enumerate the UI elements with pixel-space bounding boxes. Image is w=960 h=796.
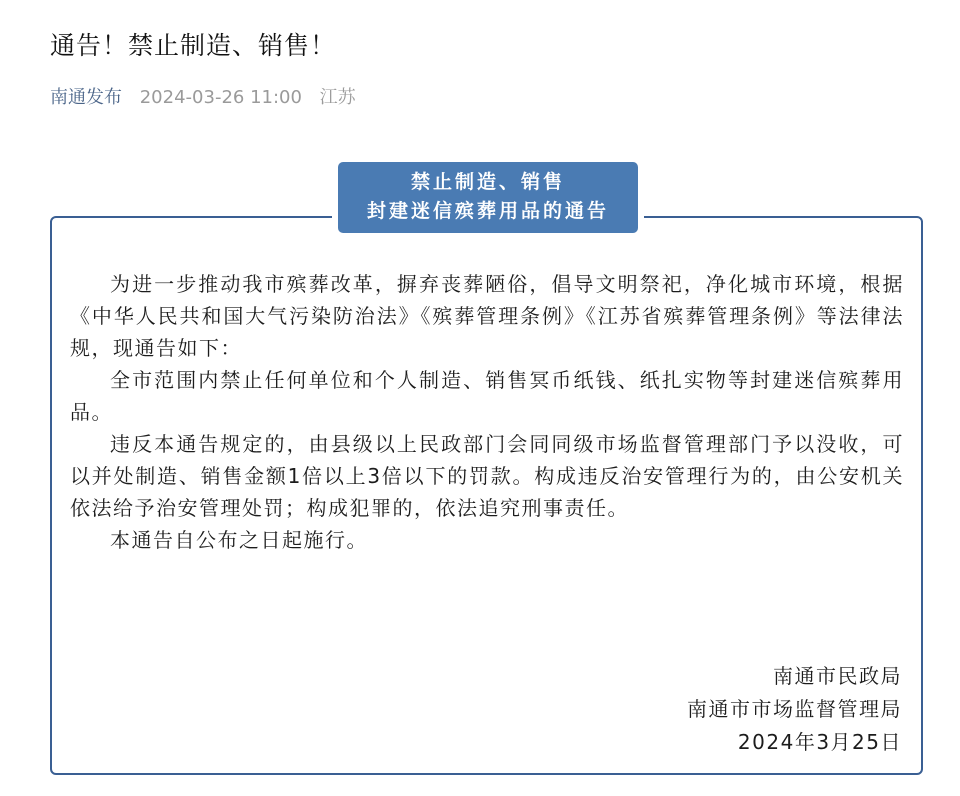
publish-location: 江苏 — [319, 87, 356, 108]
notice-header-badge — [338, 162, 638, 233]
notice-paragraph: 全市范围内禁止任何单位和个人制造、销售冥币纸钱、纸扎实物等封建迷信殡葬用品。 — [70, 368, 904, 424]
issue-date: 2024年3月25日 — [737, 730, 902, 754]
article-meta — [50, 84, 356, 112]
notice-paragraph: 本通告自公布之日起施行。 — [110, 528, 368, 552]
publish-time: 2024-03-26 11:00 — [139, 87, 302, 108]
notice-body — [70, 268, 904, 556]
author-link[interactable]: 南通发布 — [50, 87, 122, 108]
notice-signature — [687, 660, 902, 759]
issuer-market-regulation: 南通市市场监督管理局 — [687, 697, 902, 721]
issuer-civil-affairs: 南通市民政局 — [773, 664, 902, 688]
notice-paragraph: 为进一步推动我市殡葬改革，摒弃丧葬陋俗，倡导文明祭祀，净化城市环境，根据《中华人民共和国大气污染防治法》《殡葬管理条例》《江苏省殡葬管理条例》等法律法规，现通告如下： — [70, 272, 904, 360]
notice-paragraph: 违反本通告规定的，由县级以上民政部门会同同级市场监督管理部门予以没收，可以并处制造、销售金额1倍以上3倍以下的罚款。构成违反治安管理行为的，由公安机关依法给予治安管理处罚；构成犯罪的，依法追究刑事责任。 — [70, 432, 904, 520]
notice-header-line-1: 禁止制造、销售 — [410, 171, 565, 193]
notice-header-line-2: 封建迷信殡葬用品的通告 — [366, 200, 609, 222]
article-title: 通告！禁止制造、销售！ — [50, 31, 337, 60]
